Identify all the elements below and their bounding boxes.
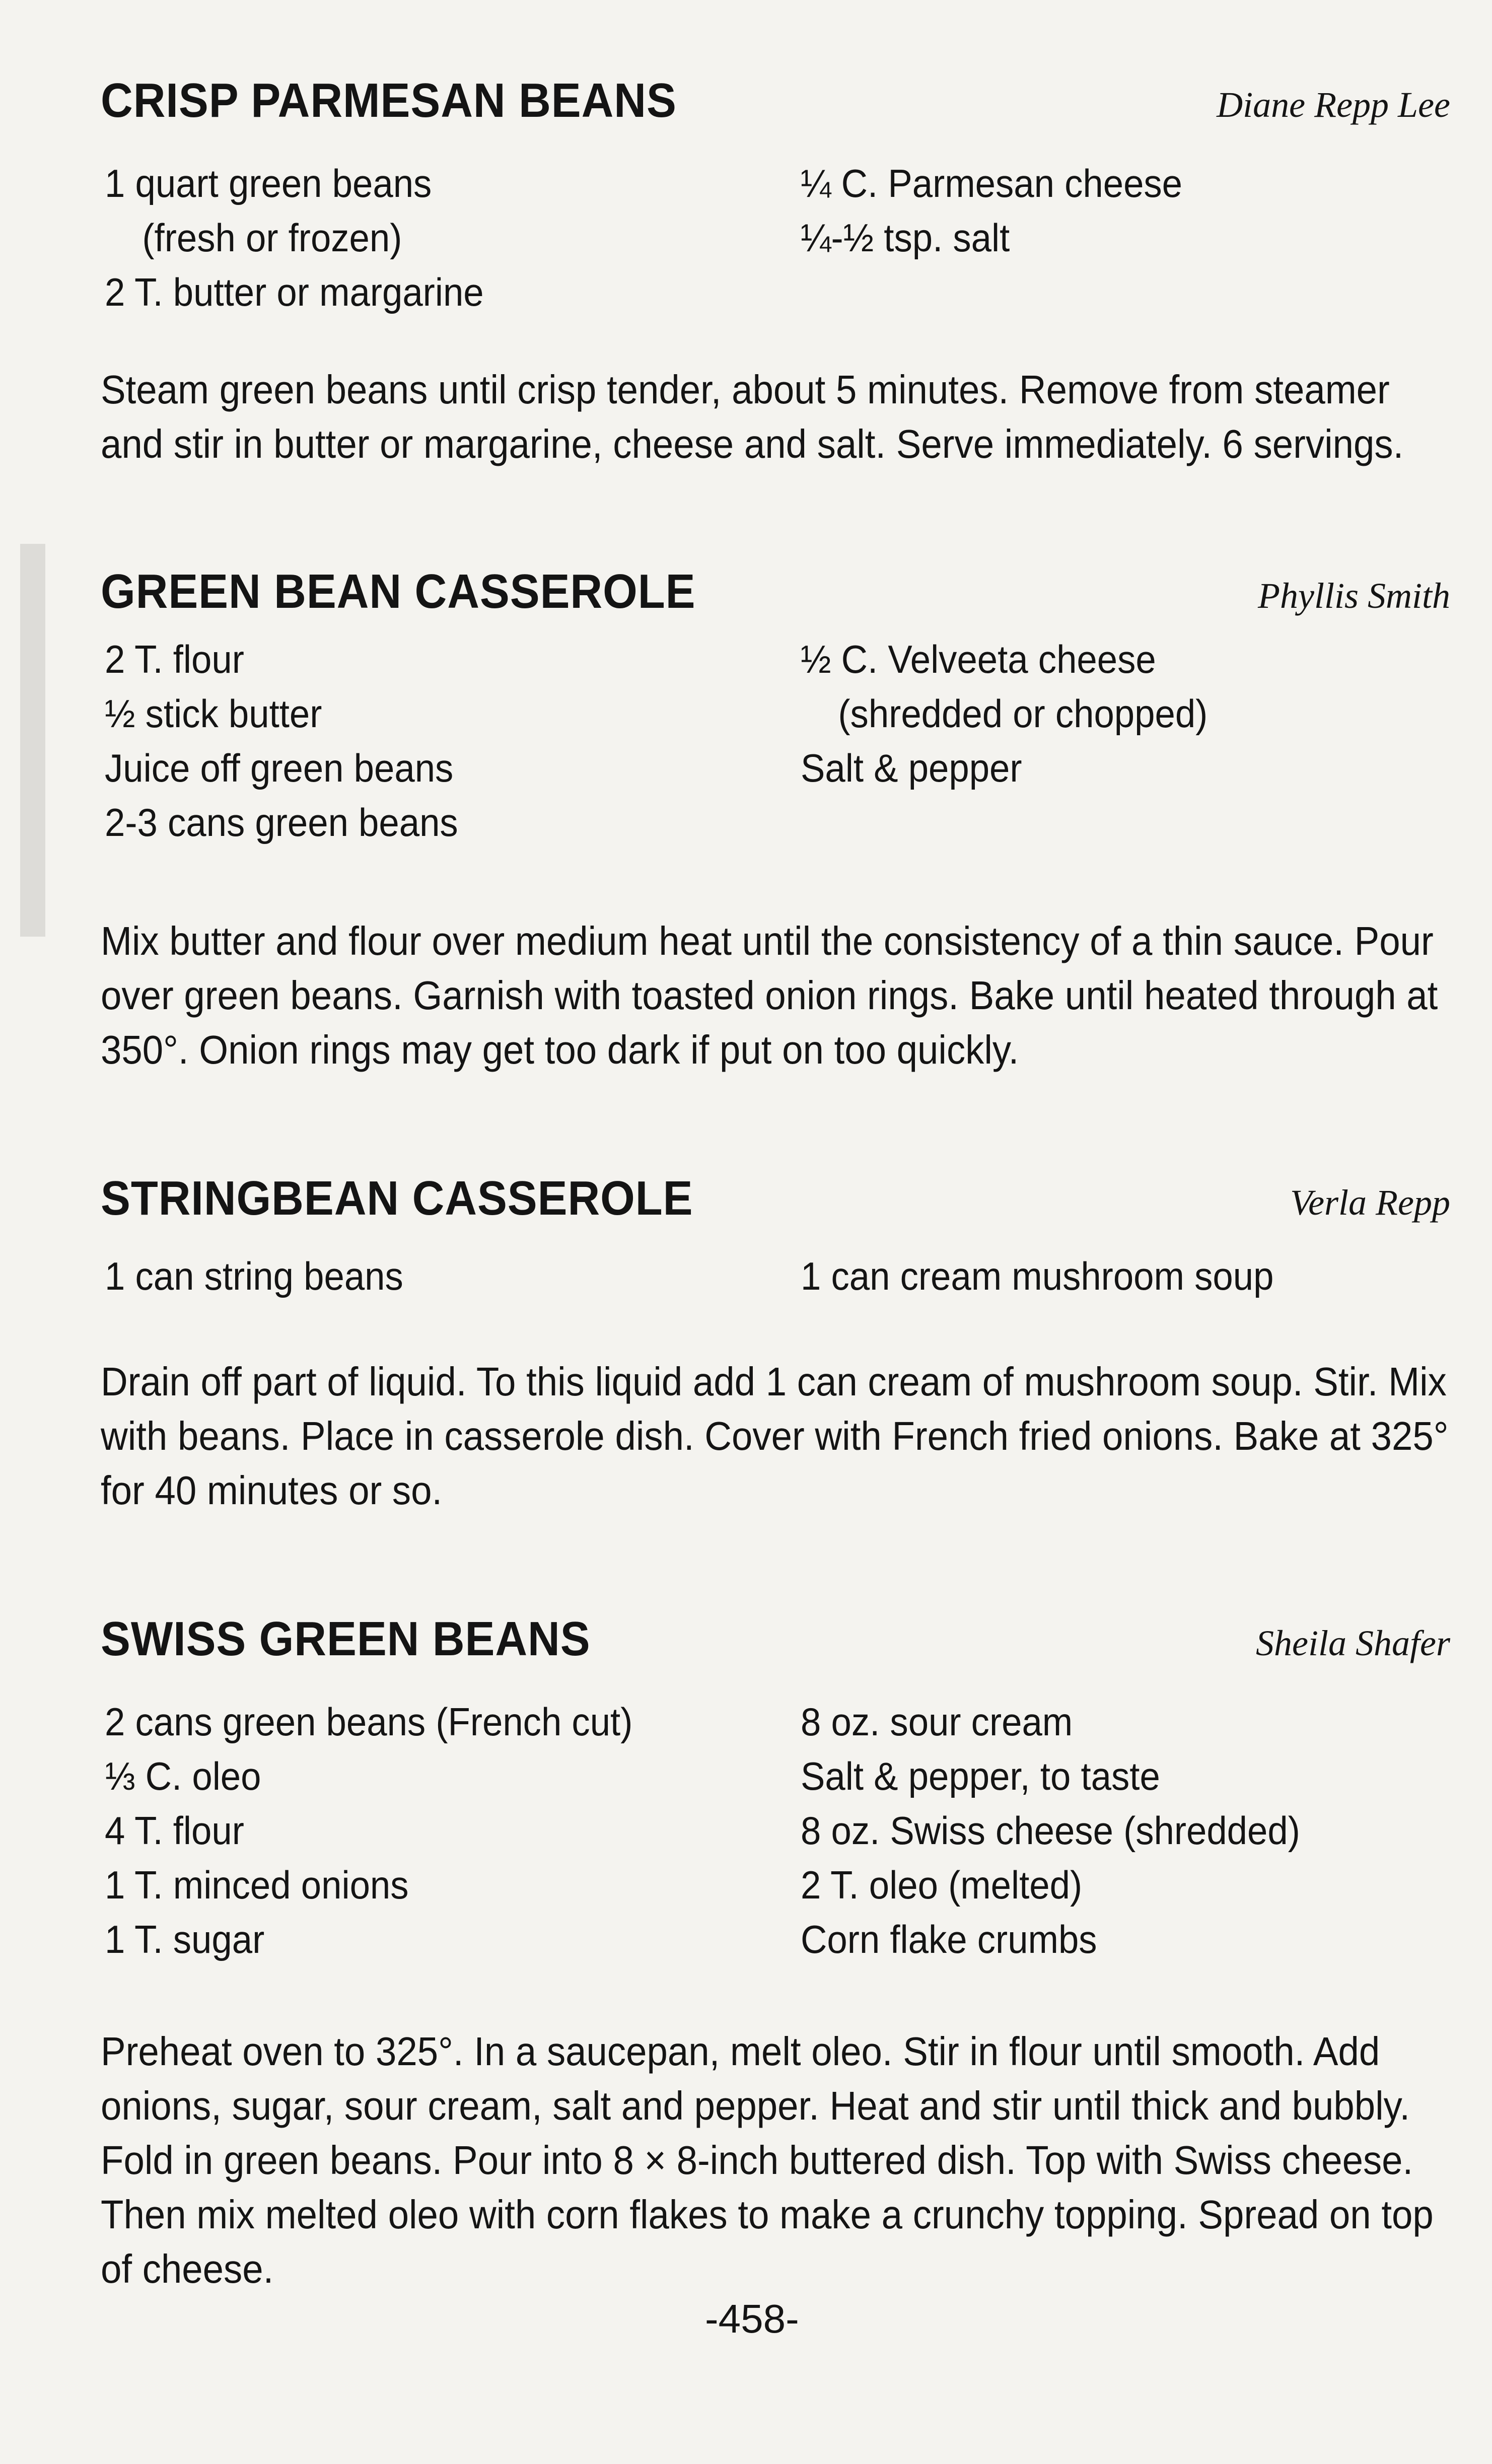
recipe-instructions: Mix butter and flour over medium heat until the consistency of a thin sauce. Pour over green beans. Garnish with toasted onion rings. Bake until heated through at 350°. Onion rings may get too dark if put on too quickly. (101, 919, 1438, 1072)
recipe-stringbean-casserole (101, 1168, 1450, 1513)
ingredient-list (101, 632, 1450, 854)
ingredients-right-column (801, 1249, 1273, 1303)
recipe-green-bean-casserole (101, 561, 1450, 1072)
page-number: -458- (705, 2296, 799, 2341)
ingredient-list (101, 1695, 1450, 1972)
recipe-crisp-parmesan-beans (101, 71, 1450, 466)
ingredient-list (101, 1249, 1450, 1304)
recipe-title: GREEN BEAN CASSEROLE (101, 565, 696, 618)
recipe-instructions: Steam green beans until crisp tender, about 5 minutes. Remove from steamer and stir in butter or margarine, cheese and salt. Serve immediately. 6 servings. (101, 367, 1404, 466)
ingredients-right-column (801, 632, 1207, 795)
ingredient-line: 2-3 cans green beans (105, 800, 458, 844)
ingredient-line: 2 T. butter or margarine (105, 270, 484, 314)
margin-bleed-decoration (15, 544, 50, 937)
ingredient-line: Salt & pepper (801, 746, 1022, 790)
ingredient-line: Salt & pepper, to taste (801, 1754, 1160, 1798)
ingredient-line: 8 oz. sour cream (801, 1700, 1073, 1744)
ingredient-line: (shredded or chopped) (838, 691, 1208, 736)
recipe-instructions: Preheat oven to 325°. In a saucepan, melt oleo. Stir in flour until smooth. Add onions, sugar, sour cream, salt and pepper. Heat and stir until thick and bubbly. Fold in green beans. Pour into 8 × 8-inch buttered dish. Top with Swiss cheese. Then mix melted oleo with corn flakes to make a crunchy topping. Spread on top of cheese. (101, 2029, 1434, 2291)
ingredient-line: 1 can cream mushroom soup (801, 1254, 1274, 1298)
recipe-title: SWISS GREEN BEANS (101, 1612, 591, 1666)
ingredient-line: 8 oz. Swiss cheese (shredded) (801, 1808, 1300, 1853)
ingredient-line: 1 quart green beans (105, 161, 432, 205)
ingredient-line: 1 T. minced onions (105, 1863, 409, 1907)
ingredients-left-column (105, 1695, 632, 1966)
ingredient-line: (fresh or frozen) (142, 216, 402, 260)
ingredient-line: 2 cans green beans (French cut) (105, 1700, 633, 1744)
ingredient-list (101, 156, 1450, 322)
ingredients-left-column (105, 632, 458, 850)
ingredient-line: 1 can string beans (105, 1254, 403, 1298)
recipe-title: STRINGBEAN CASSEROLE (101, 1171, 693, 1225)
ingredient-line: 1 T. sugar (105, 1917, 265, 1961)
ingredient-line: Juice off green beans (105, 746, 454, 790)
ingredient-line: ½ stick butter (105, 691, 322, 736)
ingredient-line: 2 T. oleo (melted) (801, 1863, 1083, 1907)
recipe-title: CRISP PARMESAN BEANS (101, 74, 677, 127)
ingredient-line: ¼ C. Parmesan cheese (801, 161, 1183, 205)
ingredient-line: ½ C. Velveeta cheese (801, 637, 1156, 681)
recipe-swiss-green-beans (101, 1609, 1450, 2291)
ingredient-line: ⅓ C. oleo (105, 1754, 261, 1798)
recipe-author: Phyllis Smith (1258, 576, 1450, 616)
recipe-instructions: Drain off part of liquid. To this liquid add 1 can cream of mushroom soup. Stir. Mix with beans. Place in casserole dish. Cover with French fried onions. Bake at 325° for 40 minutes or so. (101, 1359, 1449, 1513)
recipe-author: Sheila Shafer (1256, 1623, 1450, 1663)
ingredients-left-column (105, 156, 484, 319)
ingredients-right-column (801, 1695, 1300, 1966)
ingredient-line: 4 T. flour (105, 1808, 244, 1853)
ingredient-line: ¼-½ tsp. salt (801, 216, 1010, 260)
ingredient-line: Corn flake crumbs (801, 1917, 1097, 1961)
recipe-author: Verla Repp (1290, 1182, 1450, 1223)
recipe-author: Diane Repp Lee (1217, 85, 1450, 125)
ingredient-line: 2 T. flour (105, 637, 244, 681)
ingredients-left-column (105, 1249, 403, 1303)
ingredients-right-column (801, 156, 1182, 265)
